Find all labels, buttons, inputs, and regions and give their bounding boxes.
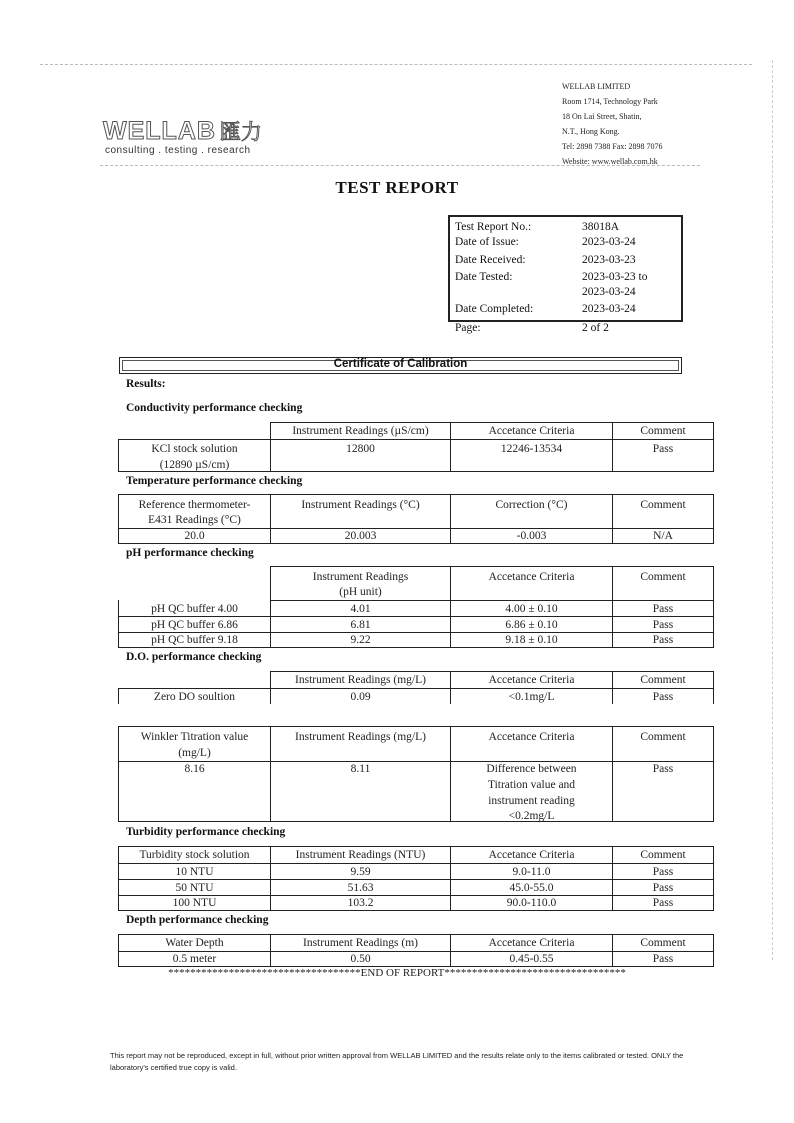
col-header: Accetance Criteria <box>488 674 575 686</box>
col-header: Instrument Readings (mg/L) <box>295 731 426 743</box>
turbidity-heading: Turbidity performance checking <box>126 826 286 838</box>
comment-value: N/A <box>653 530 673 542</box>
label-date-issue: Date of Issue: <box>455 236 519 248</box>
ph-heading: pH performance checking <box>126 547 254 559</box>
top-rule <box>40 64 752 65</box>
criteria-value: <0.1mg/L <box>508 691 555 703</box>
comment-value: Pass <box>652 443 674 455</box>
criteria-line: instrument reading <box>488 795 575 807</box>
comment-value: Pass <box>652 691 674 703</box>
reading-value: 9.59 <box>350 866 371 878</box>
page-title: TEST REPORT <box>335 178 459 197</box>
certificate-banner <box>119 357 682 374</box>
company-logo <box>103 116 262 146</box>
label-page: Page: <box>455 322 481 334</box>
col-header: Comment <box>640 499 686 511</box>
page-number: 2 of 2 <box>582 322 609 334</box>
address-line: Room 1714, Technology Park <box>562 97 658 106</box>
report-number: 38018A <box>582 221 620 233</box>
reading-value: 0.09 <box>350 691 371 703</box>
reading-value: 4.01 <box>350 603 371 615</box>
row-label: KCl stock solution <box>151 443 238 455</box>
col-header: Turbidity stock solution <box>139 849 250 861</box>
label-report-no: Test Report No.: <box>455 221 532 233</box>
label-date-completed: Date Completed: <box>455 303 534 315</box>
address-line: 18 On Lai Street, Shatin, <box>562 112 642 121</box>
col-header: Correction (°C) <box>495 499 568 511</box>
row-label: pH QC buffer 6.86 <box>151 619 238 631</box>
company-address <box>562 79 663 169</box>
reading-value: 8.11 <box>350 763 371 775</box>
col-header: Instrument Readings <box>312 571 409 583</box>
company-name: WELLAB LIMITED <box>562 82 631 91</box>
col-header-sub: (mg/L) <box>178 747 211 759</box>
comment-value: Pass <box>652 603 674 615</box>
criteria-value: 4.00 ± 0.10 <box>505 603 558 615</box>
criteria-value: 6.86 ± 0.10 <box>505 619 558 631</box>
do-heading: D.O. performance checking <box>126 651 262 663</box>
company-tagline: consulting . testing . research <box>105 145 251 156</box>
col-header: Instrument Readings (°C) <box>301 499 420 511</box>
col-header: Winkler Titration value <box>140 731 249 743</box>
criteria-line: Difference between <box>486 763 577 775</box>
col-header: Instrument Readings (m) <box>303 937 418 949</box>
date-issue: 2023-03-24 <box>582 236 636 248</box>
reading-value: 12800 <box>346 443 375 455</box>
date-completed: 2023-03-24 <box>582 303 636 315</box>
reading-value: 103.2 <box>347 897 374 909</box>
reading-value: 9.22 <box>350 634 371 646</box>
date-received: 2023-03-23 <box>582 254 636 266</box>
row-label: 100 NTU <box>172 897 217 909</box>
col-header: Instrument Readings (mg/L) <box>295 674 426 686</box>
logo-chinese-text: 匯力 <box>219 120 262 144</box>
temperature-heading: Temperature performance checking <box>126 475 303 487</box>
comment-value: Pass <box>652 882 674 894</box>
row-label: Zero DO soultion <box>153 691 236 703</box>
row-label: pH QC buffer 4.00 <box>151 603 238 615</box>
ref-value: 20.0 <box>184 530 205 542</box>
criteria-value: 45.0-55.0 <box>509 882 554 894</box>
reading-value: 6.81 <box>350 619 371 631</box>
date-tested-start: 2023-03-23 to <box>582 271 648 283</box>
label-date-received: Date Received: <box>455 254 526 266</box>
row-label-sub: (12890 µS/cm) <box>159 459 230 471</box>
comment-value: Pass <box>652 897 674 909</box>
contact-website: Website: www.wellab.com.hk <box>562 157 658 166</box>
banner-title: Certificate of Calibration <box>333 358 468 370</box>
correction-value: -0.003 <box>516 530 547 542</box>
end-of-report: ***********************************END OF REPORT********************************* <box>168 967 626 979</box>
row-label: 0.5 meter <box>172 953 217 965</box>
criteria-value: 12246-13534 <box>500 443 563 455</box>
reading-value: 20.003 <box>344 530 377 542</box>
col-header: Comment <box>640 674 686 686</box>
comment-value: Pass <box>652 634 674 646</box>
depth-heading: Depth performance checking <box>126 914 269 926</box>
criteria-value: 90.0-110.0 <box>506 897 557 909</box>
comment-value: Pass <box>652 866 674 878</box>
address-line: N.T., Hong Kong. <box>562 127 620 136</box>
col-header: Comment <box>640 571 686 583</box>
col-header: Comment <box>640 849 686 861</box>
col-header: Accetance Criteria <box>488 937 575 949</box>
reading-value: 51.63 <box>347 882 374 894</box>
logo-text: WELLAB <box>103 117 216 145</box>
row-label: 50 NTU <box>175 882 214 894</box>
col-header-sub: (pH unit) <box>339 586 382 598</box>
comment-value: Pass <box>652 619 674 631</box>
col-header-sub: E431 Readings (°C) <box>148 514 241 526</box>
label-date-tested: Date Tested: <box>455 271 513 283</box>
col-header: Accetance Criteria <box>488 571 575 583</box>
titration-value: 8.16 <box>184 763 205 775</box>
criteria-value: 9.18 ± 0.10 <box>505 634 558 646</box>
col-header: Accetance Criteria <box>488 425 575 437</box>
disclaimer: This report may not be reproduced, except in full, without prior written approval from WELLAB LIMITED and the results relate only to the items calibrated or tested. ONLY the laboratory's certified true copy is valid. <box>110 1051 684 1072</box>
results-label: Results: <box>126 378 166 390</box>
col-header: Water Depth <box>165 937 224 949</box>
row-label: 10 NTU <box>175 866 214 878</box>
col-header: Comment <box>640 937 686 949</box>
col-header: Comment <box>640 425 686 437</box>
col-header: Comment <box>640 731 686 743</box>
comment-value: Pass <box>652 953 674 965</box>
col-header: Instrument Readings (µS/cm) <box>292 425 429 437</box>
comment-value: Pass <box>652 763 674 775</box>
col-header: Accetance Criteria <box>488 849 575 861</box>
criteria-value: 9.0-11.0 <box>512 866 551 878</box>
col-header: Accetance Criteria <box>488 731 575 743</box>
row-label: pH QC buffer 9.18 <box>151 634 238 646</box>
criteria-value: 0.45-0.55 <box>509 953 554 965</box>
criteria-line: Titration value and <box>487 779 576 791</box>
col-header: Reference thermometer- <box>138 499 251 511</box>
reading-value: 0.50 <box>350 953 371 965</box>
col-header: Instrument Readings (NTU) <box>295 849 426 861</box>
conductivity-heading: Conductivity performance checking <box>126 402 303 414</box>
criteria-line: <0.2mg/L <box>508 810 555 822</box>
date-tested-end: 2023-03-24 <box>582 286 636 298</box>
contact-phone: Tel: 2898 7388 Fax: 2898 7076 <box>562 142 663 151</box>
